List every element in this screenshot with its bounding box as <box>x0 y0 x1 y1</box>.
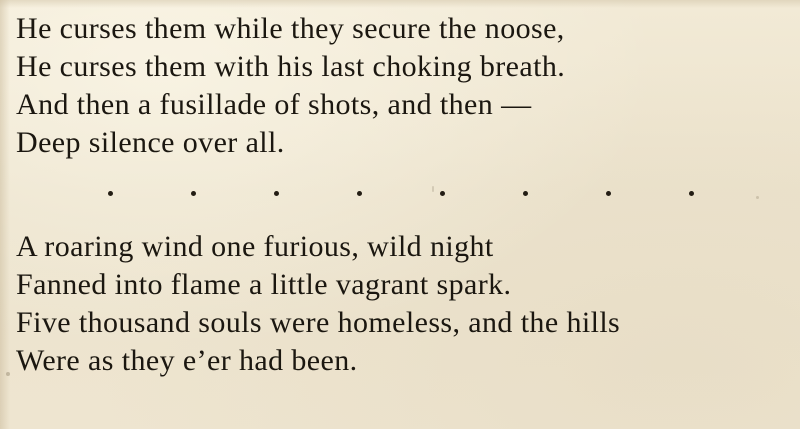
stanza-one <box>16 10 786 162</box>
divider-dot <box>357 191 362 196</box>
paper-speck <box>6 372 10 376</box>
divider-dot <box>191 191 196 196</box>
divider-dot <box>440 191 445 196</box>
divider-dot <box>606 191 611 196</box>
stanza-two <box>16 228 786 380</box>
poem-line: A roaring wind one furious, wild night <box>16 230 494 263</box>
divider-dot <box>689 191 694 196</box>
poem-line: Were as they e’er had been. <box>16 344 358 377</box>
divider-dot <box>274 191 279 196</box>
divider-dot-row <box>108 191 694 196</box>
poem-line: And then a fusillade of shots, and then — <box>16 88 532 121</box>
page-left-shading <box>0 0 10 429</box>
poem-line: He curses them while they secure the noose, <box>16 12 565 45</box>
poem-line: Deep silence over all. <box>16 126 285 159</box>
poem-line: Five thousand souls were homeless, and the hills <box>16 306 621 339</box>
paper-speck <box>432 186 434 192</box>
poem-line: He curses them with his last choking breath. <box>16 50 566 83</box>
paper-speck <box>756 196 759 199</box>
page-top-shading <box>0 0 800 8</box>
stanza-divider <box>16 162 786 224</box>
divider-dot <box>108 191 113 196</box>
divider-dot <box>523 191 528 196</box>
poem-line: Fanned into flame a little vagrant spark. <box>16 268 512 301</box>
